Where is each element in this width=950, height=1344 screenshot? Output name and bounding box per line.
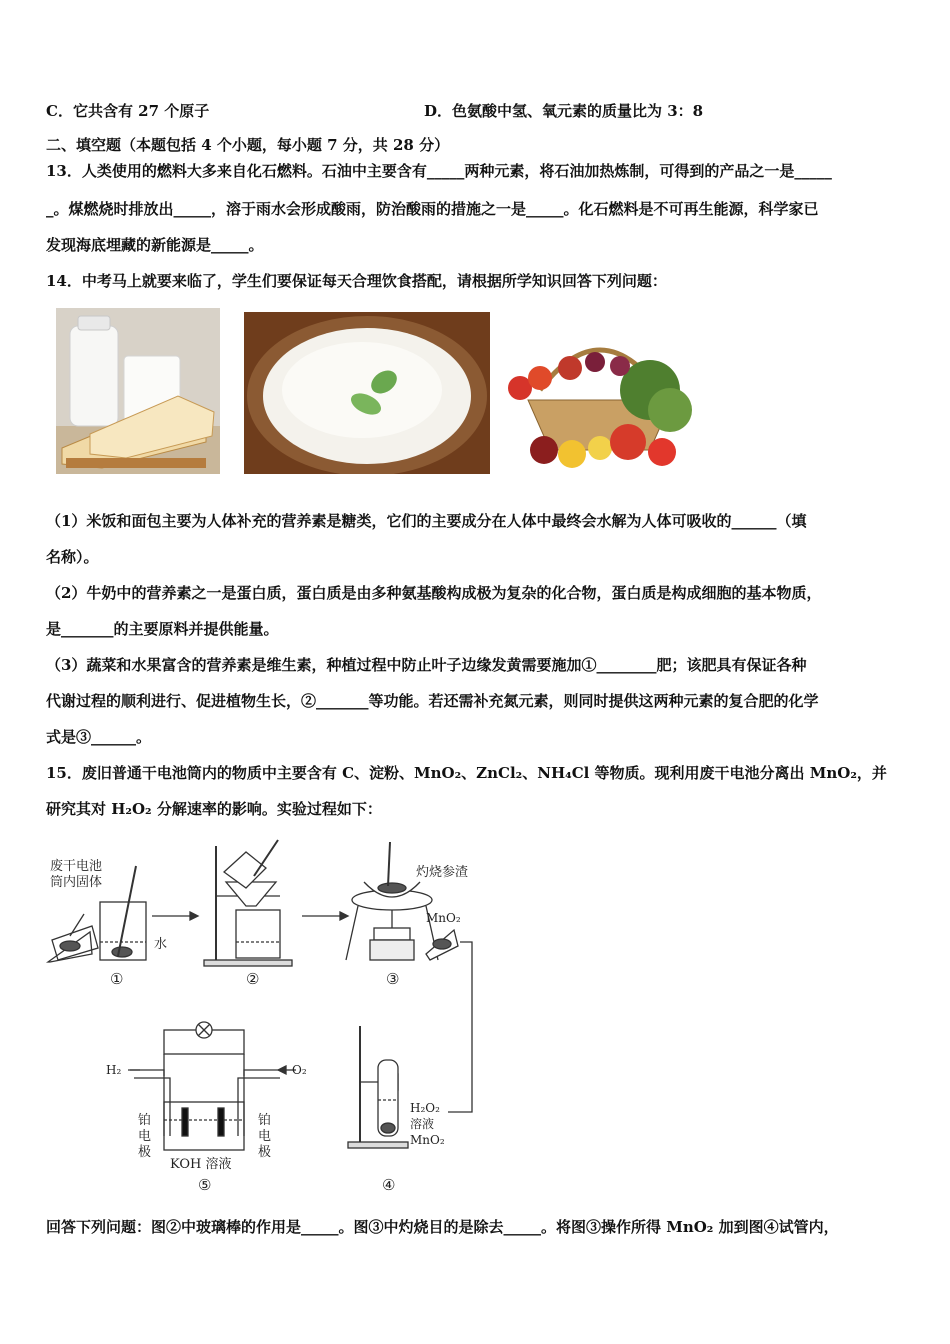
step-4-label: ④ [382,1176,396,1194]
q13-line-2: _。煤燃烧时排放出_____，溶于雨水会形成酸雨，防治酸雨的措施之一是_____。化石燃料是不可再生能源，科学家已 [46,200,819,218]
label-mno2-tube: MnO₂ [410,1133,445,1147]
q14-part1-line-1: （1）米饭和面包主要为人体补充的营养素是糖类，它们的主要成分在人体中最终会水解为人体可吸收的______（填 [46,512,807,530]
q15-line-1: 15．废旧普通干电池筒内的物质中主要含有 C、淀粉、MnO₂、ZnCl₂、NH₄Cl 等物质。现利用废干电池分离出 MnO₂，并 [46,764,887,782]
label-h2o2-1: H₂O₂ [410,1101,440,1115]
section-2-heading: 二、填空题（本题包括 4 个小题，每小题 7 分，共 28 分） [46,136,450,154]
q13-line-3: 发现海底埋藏的新能源是_____。 [46,236,264,254]
experiment-diagram [40,836,500,1202]
q15-line-2: 研究其对 H₂O₂ 分解速率的影响。实验过程如下： [46,800,382,818]
label-koh: KOH 溶液 [170,1157,232,1172]
label-residue: 灼烧参渣 [416,865,469,880]
step-5-label: ⑤ [198,1176,212,1194]
label-o2: O₂ [292,1063,307,1077]
rice-bowl-photo [244,312,490,474]
q14-part3-line-3: 式是③______。 [46,728,152,746]
step-3-label: ③ [386,970,400,988]
step-1-label: ① [110,970,124,988]
label-water: 水 [154,937,168,952]
q14-part1-line-2: 名称）。 [46,548,99,566]
q12-option-c [46,100,910,122]
label-mno2: MnO₂ [426,911,461,925]
label-battery-solid-1: 废干电池 [50,859,103,874]
step-2-label: ② [246,970,260,988]
label-pt-left-3: 极 [138,1145,152,1160]
label-pt-right-3: 极 [258,1145,272,1160]
q13-line-1: 13．人类使用的燃料大多来自化石燃料。石油中主要含有_____两种元素，将石油加热炼制，可得到的产品之一是_____ [46,162,832,180]
q14-part3-line-2: 代谢过程的顺利进行、促进植物生长，②_______等功能。若还需补充氮元素，则同时提供这两种元素的复合肥的化学 [46,692,819,710]
q15-answer-line: 回答下列问题：图②中玻璃棒的作用是_____。图③中灼烧目的是除去_____。将图③操作所得 MnO₂ 加到图④试管内， [46,1218,839,1236]
option-c-text: C．它共含有 27 个原子 [46,102,210,120]
fruit-basket-photo [500,320,710,470]
q14-part3-line-1: （3）蔬菜和水果富含的营养素是维生素，种植过程中防止叶子边缘发黄需要施加①________肥；该肥具有保证各种 [46,656,807,674]
label-battery-solid-2: 筒内固体 [50,875,103,890]
q14-part2-line-2: 是_______的主要原料并提供能量。 [46,620,279,638]
q14-part2-line-1: （2）牛奶中的营养素之一是蛋白质，蛋白质是由多种氨基酸构成极为复杂的化合物，蛋白质是构成细胞的基本物质， [46,584,822,602]
label-pt-right-1: 铂 [258,1113,272,1128]
label-pt-left-2: 电 [138,1129,152,1144]
label-pt-right-2: 电 [258,1129,272,1144]
label-h2o2-2: 溶液 [410,1117,435,1131]
q14-stem: 14．中考马上就要来临了，学生们要保证每天合理饮食搭配，请根据所学知识回答下列问题： [46,272,667,290]
milk-bread-photo [56,308,220,474]
label-h2: H₂ [106,1063,122,1077]
option-d-text: D．色氨酸中氢、氧元素的质量比为 3：8 [424,102,704,120]
label-pt-left-1: 铂 [138,1113,152,1128]
